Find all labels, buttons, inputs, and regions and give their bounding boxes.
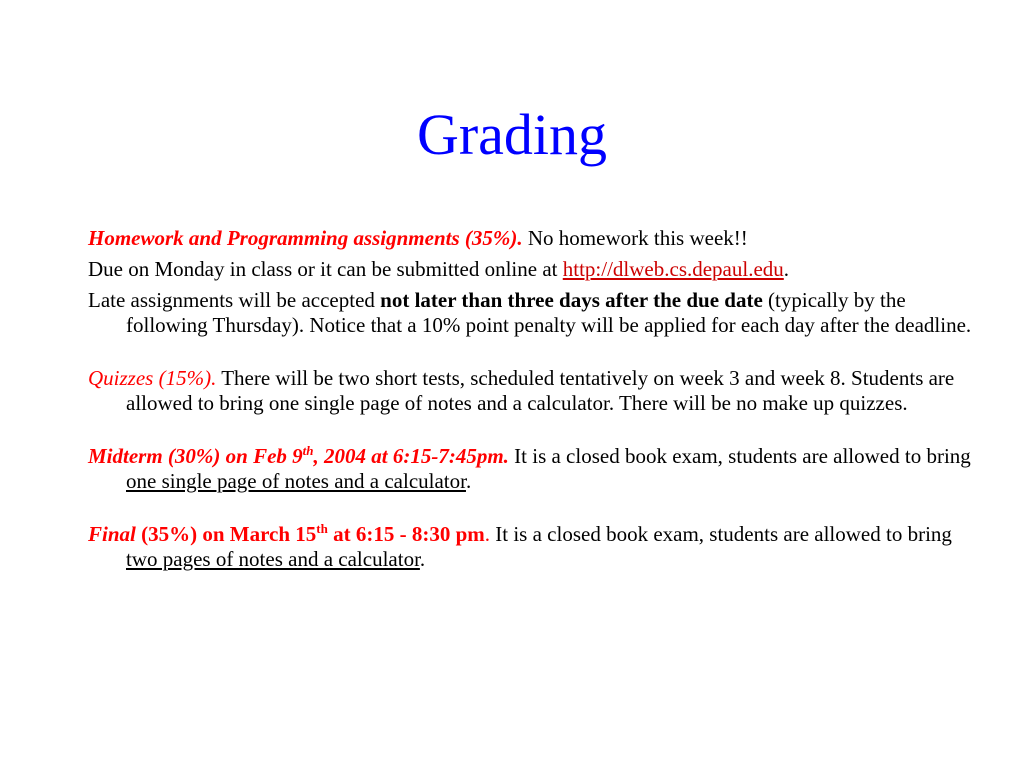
- homework-note: No homework this week!!: [522, 226, 748, 250]
- late-deadline-bold: not later than three days after the due date: [380, 288, 763, 312]
- slide-title: Grading: [416, 102, 608, 167]
- due-paragraph: [88, 257, 988, 282]
- midterm-text: It is a closed book exam, students are allowed to bring: [508, 444, 971, 468]
- midterm-allowed-items: one single page of notes and a calculator: [126, 469, 466, 493]
- midterm-paragraph: [88, 444, 988, 494]
- quizzes-label: Quizzes (15%).: [88, 366, 217, 390]
- final-dot: .: [484, 522, 491, 546]
- final-allowed-items: two pages of notes and a calculator: [126, 547, 420, 571]
- midterm-label-2: , 2004 at 6:15-7:45pm.: [313, 444, 509, 468]
- quizzes-text: There will be two short tests, scheduled tentatively on week 3 and week 8. Students are allowed to bring one single page of notes and a calculator. There will be no make up quizzes.: [126, 366, 955, 415]
- late-text-1: Late assignments will be accepted: [88, 288, 381, 312]
- midterm-label: [88, 444, 509, 468]
- final-label-2: (35%) on March 15: [135, 522, 317, 546]
- final-label-group: [136, 522, 485, 546]
- final-label-1: Final: [88, 522, 136, 546]
- homework-paragraph: [88, 226, 988, 251]
- midterm-sup: th: [302, 443, 314, 458]
- final-paragraph: [88, 522, 988, 572]
- midterm-label-1: Midterm (30%) on Feb 9: [88, 444, 303, 468]
- midterm-end: .: [465, 469, 472, 493]
- final-label-3: at 6:15 - 8:30 pm: [327, 522, 485, 546]
- quizzes-paragraph: [88, 366, 988, 416]
- late-paragraph: [88, 288, 988, 338]
- final-end: .: [419, 547, 426, 571]
- due-end: .: [783, 257, 790, 281]
- final-sup: th: [316, 521, 328, 536]
- due-text: Due on Monday in class or it can be submitted online at: [88, 257, 563, 281]
- final-text: It is a closed book exam, students are allowed to bring: [490, 522, 952, 546]
- slide-body: [88, 226, 988, 578]
- late-text-2: (typically by the following Thursday). Notice that a 10% point penalty will be applied for each day after the deadline.: [126, 288, 972, 337]
- course-website-link[interactable]: http://dlweb.cs.depaul.edu: [562, 257, 784, 281]
- homework-label: Homework and Programming assignments (35%).: [88, 226, 523, 250]
